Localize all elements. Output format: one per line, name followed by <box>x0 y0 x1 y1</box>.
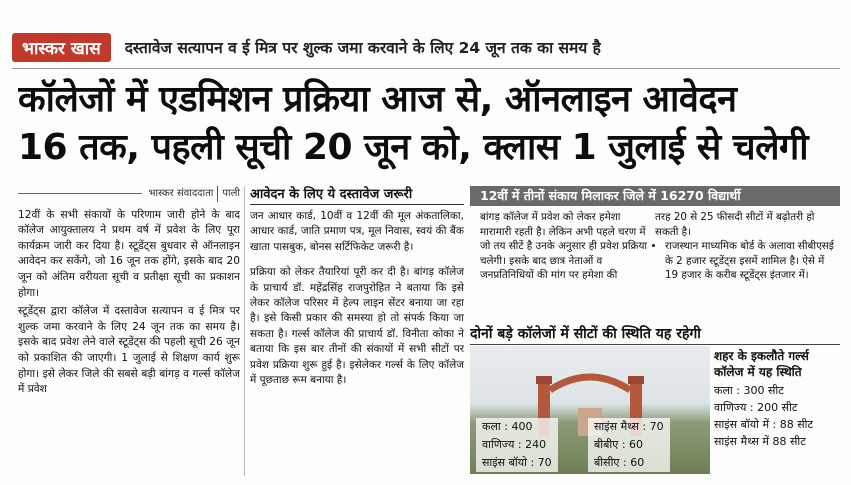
right-section <box>470 186 840 478</box>
article-column-2 <box>250 186 464 476</box>
girls-seat-science-bio: साइंस बॉयो में : 88 सीट <box>714 418 814 431</box>
bangar-seats-left <box>476 418 558 472</box>
column-divider <box>244 186 245 476</box>
seat-bca: बीसीए : 60 <box>594 456 645 469</box>
bullet-column-right <box>655 210 840 322</box>
bullet-point-1-cont: तरह 20 से 25 फीसदी सीटों में बढ़ोतरी हो सकती है। <box>655 211 815 238</box>
seat-vanijya: वाणिज्य : 240 <box>482 438 547 451</box>
colleges-seats-title: दोनों बड़े कॉलेजों में सीटों की स्थिति यह रहेगी <box>470 324 840 345</box>
bullet-point-2: • राजस्थान माध्यमिक बोर्ड के अलावा सीबीएसई के 2 हजार स्टूडेंट्स इसमें शामिल है। ऐसे में 19 हजार के करीब स्टूडेंट्स इंतजार में। <box>665 239 834 283</box>
bullet-point-1: • बांगड़ कॉलेज में प्रवेश को लेकर हमेशा मारामारी रहती है। लेकिन अभी पहले चरण में जो तय सीटें है उनके अनुसार ही प्रवेश प्रक्रिया चलेगी। इसके बाद छात्र नेताओं व जनप्रतिनिधियों की मांग पर हमेशा की <box>480 210 649 283</box>
byline <box>18 186 240 202</box>
girls-college-seats <box>714 348 840 450</box>
section-badge: भास्कर खास <box>12 33 111 62</box>
documents-list: जन आधार कार्ड, 10वीं व 12वीं की मूल अंकतालिका, आधार कार्ड, जाति प्रमाण पत्र, मूल निवास, स्वयं की बैंक खाता पासबुक, बोनस सर्टिफिकेट जरूरी है। <box>250 210 464 253</box>
girls-seat-kala: कला : 300 सीट <box>714 384 784 397</box>
seat-science-maths: साइंस मैथ्स : 70 <box>594 420 664 433</box>
girls-seat-science-maths: साइंस मैथ्स में 88 सीट <box>714 435 806 448</box>
seat-kala: कला : 400 <box>482 420 533 433</box>
byline-rule <box>18 193 142 194</box>
bullet-points <box>470 210 840 322</box>
college-photo <box>470 346 710 474</box>
article-column-1 <box>18 186 240 476</box>
documents-subhead: आवेदन के लिए ये दस्तावेज जरूरी <box>250 186 464 205</box>
students-stripe: 12वीं में तीनों संकाय मिलाकर जिले में 16270 विद्यार्थी <box>470 186 840 206</box>
byline-reporter: भास्कर संवाददाता <box>148 188 214 199</box>
seat-bba: बीबीए : 60 <box>594 438 644 451</box>
girls-college-title: शहर के इकलौते गर्ल्स कॉलेज में यह स्थिति <box>714 349 809 379</box>
headline-line-2: 16 तक, पहली सूची 20 जून को, क्लास 1 जुलाई से चलेगी <box>18 127 809 168</box>
paragraph-3: प्रक्रिया को लेकर तैयारियां पूरी कर दी है। बांगड़ कॉलेज के प्राचार्य डॉ. महेंद्रसिंह राजपुरोहित ने बताया कि इसे लेकर कॉलेज परिसर में हेल्प लाइन सेंटर बनाया जा रहा है। इसे किसी प्रकार की समस्या हो तो संपर्क किया जा सकता है। गर्ल्स कॉलेज की प्राचार्य डॉ. विनीता कोका ने बताया कि इस बार तीनों की संकायों में सभी सीटों पर प्रवेश प्रक्रिया शुरू हुई है। इसेलेकर गर्ल्स के लिए कॉलेज में पूछताछ रूम बनाया है। <box>250 266 464 387</box>
paragraph-1: 12वीं के सभी संकायों के परिणाम जारी होने के बाद कॉलेज आयुक्तालय ने प्रथम वर्ष में प्रवेश के लिए पूरा कार्यक्रम जारी कर दिया है। स्टूडेंट्स बुधवार से ऑनलाइन आवेदन कर सकेंगे, जो 16 जून तक होंगे, इसके बाद 20 जून को अंतिम वरीयता सूची व प्रतीक्षा सूची का प्रकाशन होगा। <box>18 208 240 299</box>
headline-line-1: कॉलेजों में एडमिशन प्रक्रिया आज से, ऑनलाइन आवेदन <box>18 79 737 120</box>
header-divider <box>12 68 840 69</box>
bangar-seats-right <box>588 418 670 472</box>
headline <box>18 76 840 172</box>
top-bar <box>12 30 840 64</box>
paragraph-2: स्टूडेंट्स द्वारा कॉलेज में दस्तावेज सत्यापन व ई मित्र पर शुल्क जमा करवाने के लिए 24 जून तक का समय है। इसके बाद प्रवेश लेने वाले स्टूडेंट्स की पहली सूची 26 जून को प्रकाशित की जाएगी। 1 जुलाई से शिक्षण कार्य शुरू होगा। इसे लेकर जिले की सबसे बड़ी बांगड़ व गर्ल्स कॉलेज में प्रवेश <box>18 305 240 396</box>
bullet-column-left <box>470 210 655 322</box>
kicker-line: दस्तावेज सत्यापन व ई मित्र पर शुल्क जमा करवाने के लिए 24 जून तक का समय है <box>124 39 601 57</box>
seat-science-bio: साइंस बॉयो : 70 <box>482 456 552 469</box>
byline-place: पाली <box>217 186 240 202</box>
girls-seat-vanijya: वाणिज्य : 200 सीट <box>714 401 798 414</box>
